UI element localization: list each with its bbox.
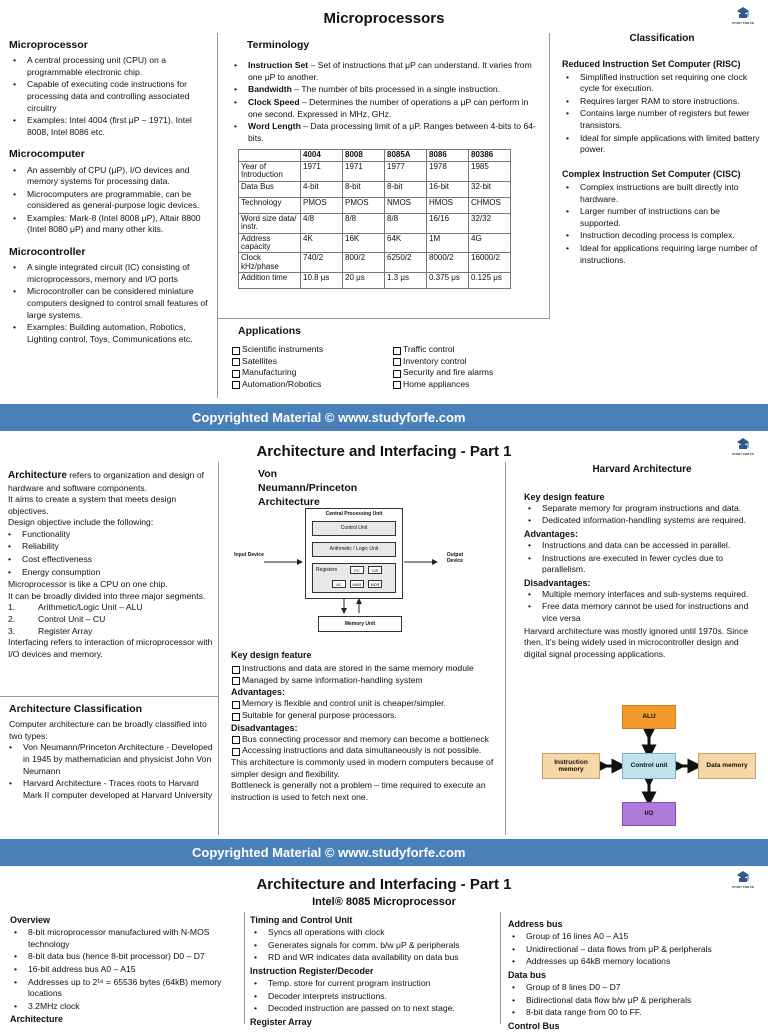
table-row-label: Clock kHz/phase <box>239 253 301 273</box>
terminology-heading: Terminology <box>247 39 310 51</box>
register-ac: AC <box>332 580 346 588</box>
list-number: 1. <box>8 602 16 613</box>
logo-text: STUDY FOR FE <box>732 885 754 889</box>
list-item: • Examples: Building automation, Robotics, Lighting control, Toys, Communications etc. <box>9 322 209 345</box>
list-item: • Dedicated information-handling systems are required. <box>524 515 760 527</box>
segments-list <box>8 602 214 637</box>
table-header-cell: 80386 <box>469 150 511 162</box>
table-row <box>239 273 511 289</box>
applications-heading: Applications <box>238 325 302 337</box>
harvard-column <box>524 463 760 660</box>
table-row <box>239 162 511 182</box>
table-cell: 4K <box>301 233 343 253</box>
list-item: • Unidirectional – data flows from μP & peripherals <box>508 944 762 956</box>
logo-icon <box>736 871 750 884</box>
interfacing-text: Interfacing refers to interaction of microprocessor with I/O devices and memory. <box>8 637 213 659</box>
von-dis-list <box>231 734 501 757</box>
logo <box>728 438 758 456</box>
list-item: Managed by same information-handling system <box>231 675 501 687</box>
list-item: • Bidirectional data flow b/w μP & peripherals <box>508 995 762 1007</box>
table-header-cell: 4004 <box>301 150 343 162</box>
applications-left <box>231 344 392 390</box>
list-item: • Decoder interprets instructions. <box>250 991 496 1003</box>
list-item: • Microcomputers are programmable, can be considered as general-purpose logic devices. <box>9 189 209 212</box>
arch-class-intro: Computer architecture can be broadly classified into two types: <box>9 719 207 741</box>
terminology-column <box>230 38 542 145</box>
table-header-cell: 8086 <box>427 150 469 162</box>
table-header-row <box>239 150 511 162</box>
table-cell: 800/2 <box>343 253 385 273</box>
term-desc: – Data processing limit of a μP. Ranges between 4-bits to 64-bits. <box>248 121 536 143</box>
table-row-label: Word size data/ instr. <box>239 213 301 233</box>
cisc-heading: Complex Instruction Set Computer (CISC) <box>562 168 741 179</box>
von-dis-heading: Disadvantages: <box>231 722 298 733</box>
address-bus-heading: Address bus <box>508 919 563 929</box>
architecture-intro <box>8 469 214 494</box>
spec-table <box>238 149 511 289</box>
list-item: • Requires larger RAM to store instructions. <box>562 96 762 108</box>
list-item: • Examples: Mark-8 (Intel 8008 μP), Altair 8800 (Intel 8080 μP) and many other kits. <box>9 213 209 236</box>
overview-list <box>10 927 240 1012</box>
architecture-classification <box>9 702 214 802</box>
list-item: • Addresses up to 2¹⁶ = 65536 bytes (64kB) memory locations <box>10 977 240 1000</box>
table-cell: 1977 <box>385 162 427 182</box>
harvard-dis-heading: Disadvantages: <box>524 577 591 588</box>
classification-heading: Classification <box>629 33 695 44</box>
table-cell: 64K <box>385 233 427 253</box>
list-number: 3. <box>8 625 16 636</box>
table-cell: 0.375 μs <box>427 273 469 289</box>
cpu-label: Central Processing Unit <box>325 511 383 517</box>
table-cell: 16/16 <box>427 213 469 233</box>
control-unit-box: Control unit <box>622 753 676 779</box>
table-cell: 1985 <box>469 162 511 182</box>
register-pc: PC <box>350 566 364 574</box>
table-cell: 1971 <box>343 162 385 182</box>
harvard-dis-list <box>524 589 760 625</box>
divider <box>218 462 219 835</box>
segment-text: Register Array <box>38 625 93 636</box>
objectives-list <box>4 529 214 578</box>
divider <box>505 462 506 835</box>
list-item <box>230 97 542 120</box>
term: Clock Speed <box>248 96 300 107</box>
arch-class-list <box>5 742 214 801</box>
list-item: Manufacturing <box>231 367 392 379</box>
von-note-2: Bottleneck is generally not a problem – time required to execute an instruction is used to fetch next one. <box>231 780 486 802</box>
term-desc: – Set of instructions that μP can understand. It varies from one μP to another. <box>248 60 532 82</box>
table-row-label: Address capacity <box>239 233 301 253</box>
register-array-heading: Register Array <box>250 1016 312 1027</box>
table-cell: 8000/2 <box>427 253 469 273</box>
table-cell: 32-bit <box>469 181 511 197</box>
list-item: • Separate memory for program instructions and data. <box>524 503 760 515</box>
applications-right <box>392 344 493 390</box>
von-neumann-details <box>231 649 501 803</box>
sheet-8085 <box>0 866 768 1031</box>
table-row-label: Year of Introduction <box>239 162 301 182</box>
list-item: • Group of 8 lines D0 – D7 <box>508 982 762 994</box>
logo-icon <box>736 7 750 20</box>
data-bus-heading: Data bus <box>508 969 547 980</box>
address-bus-list <box>508 931 762 968</box>
list-item: • Group of 16 lines A0 – A15 <box>508 931 762 943</box>
copyright-banner: Copyrighted Material © www.studyforfe.com <box>0 839 768 866</box>
logo-text: STUDY FOR FE <box>732 452 754 456</box>
list-item: • Instructions are executed in fewer cycles due to parallelism. <box>524 553 760 576</box>
term-desc: – Determines the number of operations a μP can perform in one second. Expressed in MHz, GHz. <box>248 96 529 119</box>
list-item <box>8 626 214 638</box>
segments-intro: It can be broadly divided into three major segments. <box>8 590 206 601</box>
list-item: • Capable of executing code instructions for processing data and controlling associated circuitry <box>9 79 209 114</box>
list-item <box>230 60 542 83</box>
table-row-label: Addition time <box>239 273 301 289</box>
table-cell: HMOS <box>427 197 469 213</box>
microcontroller-heading: Microcontroller <box>9 246 86 259</box>
timing-list <box>250 927 496 964</box>
von-key-heading: Key design feature <box>231 650 312 660</box>
list-number: 2. <box>8 614 16 625</box>
table-cell: 8/8 <box>343 213 385 233</box>
segment-text: Control Unit – CU <box>38 614 106 625</box>
applications-grid <box>231 344 543 390</box>
risc-list <box>562 72 762 156</box>
list-item: • RD and WR indicates data availability on data bus <box>250 952 496 964</box>
logo-text: STUDY FOR FE <box>732 21 754 25</box>
table-row <box>239 213 511 233</box>
microcomputer-heading: Microcomputer <box>9 148 85 161</box>
list-item: • Generates signals for comm. b/w μP & peripherals <box>250 940 496 952</box>
io-box: I/O <box>622 802 676 826</box>
term: Word Length <box>248 121 301 132</box>
arch-class-heading: Architecture Classification <box>9 703 143 715</box>
table-row <box>239 253 511 273</box>
list-item: • 3.2MHz clock <box>10 1001 240 1013</box>
architecture-intro-text: refers to organization and design of hardware and software components. <box>8 470 205 493</box>
divider <box>500 912 501 1024</box>
list-item: Home appliances <box>392 379 493 391</box>
table-cell: 0.125 μs <box>469 273 511 289</box>
data-memory-box: Data memory <box>698 753 756 779</box>
microcomputer-list <box>9 165 209 237</box>
table-cell: PMOS <box>301 197 343 213</box>
list-item: • Complex instructions are built directly into hardware. <box>562 182 762 205</box>
bus-column <box>508 918 762 1034</box>
list-item: Suitable for general purpose processors. <box>231 710 501 722</box>
list-item <box>8 614 214 626</box>
microcontroller-list <box>9 262 209 345</box>
register-cir: CIR <box>368 566 382 574</box>
harvard-diagram <box>538 701 760 831</box>
alu-box: Arithmetic / Logic Unit <box>312 542 396 557</box>
list-item: Inventory control <box>392 356 493 368</box>
timing-heading: Timing and Control Unit <box>250 915 353 925</box>
list-item: Accessing instructions and data simultaneously is not possible. <box>231 745 501 757</box>
ir-list <box>250 978 496 1015</box>
terminology-list <box>230 60 542 144</box>
list-item: Bus connecting processor and memory can become a bottleneck <box>231 734 501 746</box>
list-item: • Temp. store for current program instruction <box>250 978 496 990</box>
table-cell: CHMOS <box>469 197 511 213</box>
table-cell: 16K <box>343 233 385 253</box>
architecture-term: Architecture <box>8 470 67 481</box>
list-item: Satellites <box>231 356 392 368</box>
objectives-intro: Design objective include the following: <box>8 517 154 528</box>
list-item: • Instruction decoding process is complex. <box>562 230 762 242</box>
list-item: Instructions and data are stored in the same memory module <box>231 663 501 675</box>
overview-heading: Overview <box>10 915 51 925</box>
table-cell: PMOS <box>343 197 385 213</box>
term: Bandwidth <box>248 84 292 95</box>
control-unit-box: Control Unit <box>312 521 396 536</box>
list-item: • Examples: Intel 4004 (first μP – 1971), Intel 8008, Intel 8086 etc. <box>9 115 209 138</box>
list-item: • 8-bit data range from 00 to FF. <box>508 1007 762 1019</box>
microprocessor-heading: Microprocessor <box>9 39 88 51</box>
list-item: • Cost effectiveness <box>4 554 214 566</box>
list-item: • Syncs all operations with clock <box>250 927 496 939</box>
cpu-line: Microprocessor is like a CPU on one chip. <box>8 579 168 590</box>
von-adv-list <box>231 698 501 721</box>
ir-heading: Instruction Register/Decoder <box>250 965 374 976</box>
list-item: • A central processing unit (CPU) on a programmable electronic chip. <box>9 55 209 78</box>
architecture-aim: It aims to create a system that meets design objectives. <box>8 494 177 516</box>
table-row <box>239 181 511 197</box>
list-item: Security and fire alarms <box>392 367 493 379</box>
sheet-architecture <box>0 431 768 835</box>
list-item: • Simplified instruction set requiring one clock cycle for execution. <box>562 72 762 95</box>
list-item: • Von Neumann/Princeton Architecture - Developed in 1945 by mathematician and physicist John Von Neumann <box>5 742 214 777</box>
harvard-heading: Harvard Architecture <box>592 464 692 475</box>
table-row <box>239 197 511 213</box>
instruction-memory-box: Instruction memory <box>542 753 600 779</box>
divider <box>217 318 550 319</box>
harvard-key-list <box>524 503 760 527</box>
list-item: • An assembly of CPU (μP), I/O devices and memory systems for processing data. <box>9 165 209 188</box>
page-subtitle: Intel® 8085 Microprocessor <box>312 896 456 908</box>
classification-column <box>562 32 762 267</box>
list-item: Scientific instruments <box>231 344 392 356</box>
control-bus-heading: Control Bus <box>508 1020 560 1031</box>
list-item: • Harvard Architecture - Traces roots to Harvard Mark II computer developed at Harvard University <box>5 778 214 801</box>
register-mar: MAR <box>350 580 364 588</box>
table-row-label: Technology <box>239 197 301 213</box>
page-title: Architecture and Interfacing - Part 1 <box>256 876 512 893</box>
list-item: • Ideal for applications requiring large number of instructions. <box>562 243 762 266</box>
list-item: Automation/Robotics <box>231 379 392 391</box>
list-item: • Contains large number of registers but fewer transistors. <box>562 108 762 131</box>
von-neumann-diagram <box>226 496 498 651</box>
logo-icon <box>736 438 750 451</box>
von-key-list <box>231 663 501 686</box>
list-item: • Energy consumption <box>4 567 214 579</box>
list-item: • Free data memory cannot be used for instructions and vice versa <box>524 601 760 624</box>
list-item: • 16-bit address bus A0 – A15 <box>10 964 240 976</box>
list-item: • 8-bit microprocessor manufactured with N-MOS technology <box>10 927 240 950</box>
list-item: Memory is flexible and control unit is cheaper/simpler. <box>231 698 501 710</box>
list-item: • 8-bit data bus (hence 8-bit processor) D0 – D7 <box>10 951 240 963</box>
harvard-note: Harvard architecture was mostly ignored until 1970s. Since then, it's being widely used in microcontroller design and digital signal processing applications. <box>524 625 749 659</box>
divider <box>244 912 245 1024</box>
table-cell: 740/2 <box>301 253 343 273</box>
von-note-1: This architecture is commonly used in modern computers because of simpler design and flexibility. <box>231 756 494 779</box>
table-cell: 16-bit <box>427 181 469 197</box>
list-item: • Microcontroller can be considered miniature computers designed to control small features of large systems. <box>9 286 209 321</box>
page-title: Microprocessors <box>323 10 445 27</box>
table-cell: NMOS <box>385 197 427 213</box>
input-device-label: Input Device <box>234 552 264 558</box>
list-item: • Larger number of instructions can be supported. <box>562 206 762 229</box>
table-cell: 8/8 <box>385 213 427 233</box>
segment-text: Arithmetic/Logic Unit – ALU <box>38 602 143 613</box>
list-item: • Reliability <box>4 541 214 553</box>
von-adv-heading: Advantages: <box>231 687 286 698</box>
microprocessor-list <box>9 55 209 138</box>
risc-heading: Reduced Instruction Set Computer (RISC) <box>562 58 741 69</box>
table-cell: 4/8 <box>301 213 343 233</box>
table-cell: 32/32 <box>469 213 511 233</box>
logo <box>728 7 758 25</box>
left-column <box>9 38 209 346</box>
spec-table-wrap <box>238 149 511 289</box>
register-mdr: MDR <box>368 580 382 588</box>
divider <box>549 33 550 318</box>
list-item <box>230 121 542 144</box>
table-header-cell <box>239 150 301 162</box>
table-row <box>239 233 511 253</box>
registers-label: Registers <box>316 567 338 573</box>
von-neumann-heading: Von Neumann/Princeton Architecture <box>258 468 358 509</box>
table-cell: 4G <box>469 233 511 253</box>
list-item <box>230 84 542 96</box>
list-item: • Functionality <box>4 529 214 541</box>
table-cell: 8-bit <box>385 181 427 197</box>
timing-column <box>250 914 496 1030</box>
table-cell: 1978 <box>427 162 469 182</box>
table-cell: 1M <box>427 233 469 253</box>
table-cell: 1971 <box>301 162 343 182</box>
table-cell: 1.3 μs <box>385 273 427 289</box>
table-header-cell: 8008 <box>343 150 385 162</box>
cisc-list <box>562 182 762 266</box>
divider <box>0 696 218 697</box>
logo <box>728 871 758 889</box>
list-item: • Ideal for simple applications with limited battery power. <box>562 133 762 156</box>
harvard-adv-list <box>524 540 760 576</box>
harvard-key-heading: Key design feature <box>524 491 605 502</box>
copyright-banner: Copyrighted Material © www.studyforfe.com <box>0 404 768 431</box>
harvard-adv-heading: Advantages: <box>524 528 579 539</box>
table-cell: 6250/2 <box>385 253 427 273</box>
alu-box: ALU <box>622 705 676 729</box>
list-item: • Decoded instruction are passed on to next stage. <box>250 1003 496 1015</box>
table-cell: 16000/2 <box>469 253 511 273</box>
overview-column <box>10 914 240 1027</box>
list-item <box>8 602 214 614</box>
table-header-cell: 8085A <box>385 150 427 162</box>
list-item: • A single integrated circuit (IC) consisting of microprocessors, memory and I/O ports <box>9 262 209 285</box>
architecture-definition <box>8 469 214 660</box>
table-cell: 4-bit <box>301 181 343 197</box>
term: Instruction Set <box>248 60 309 71</box>
output-device-label: Output Device <box>446 552 464 564</box>
table-cell: 8-bit <box>343 181 385 197</box>
architecture-heading: Architecture <box>10 1014 64 1025</box>
memory-unit-box: Memory Unit <box>318 616 402 632</box>
page-title: Architecture and Interfacing - Part 1 <box>256 443 512 460</box>
list-item: Traffic control <box>392 344 493 356</box>
list-item: • Instructions and data can be accessed in parallel. <box>524 540 760 552</box>
term-desc: – The number of bits processed in a single instruction. <box>291 84 501 95</box>
applications <box>231 324 543 391</box>
table-row-label: Data Bus <box>239 181 301 197</box>
divider <box>217 33 218 398</box>
table-cell: 20 μs <box>343 273 385 289</box>
table-cell: 10.8 μs <box>301 273 343 289</box>
list-item: • Multiple memory interfaces and sub-systems required. <box>524 589 760 601</box>
data-bus-list <box>508 982 762 1019</box>
list-item: • Addresses up 64kB memory locations <box>508 956 762 968</box>
sheet-microprocessors <box>0 0 768 403</box>
